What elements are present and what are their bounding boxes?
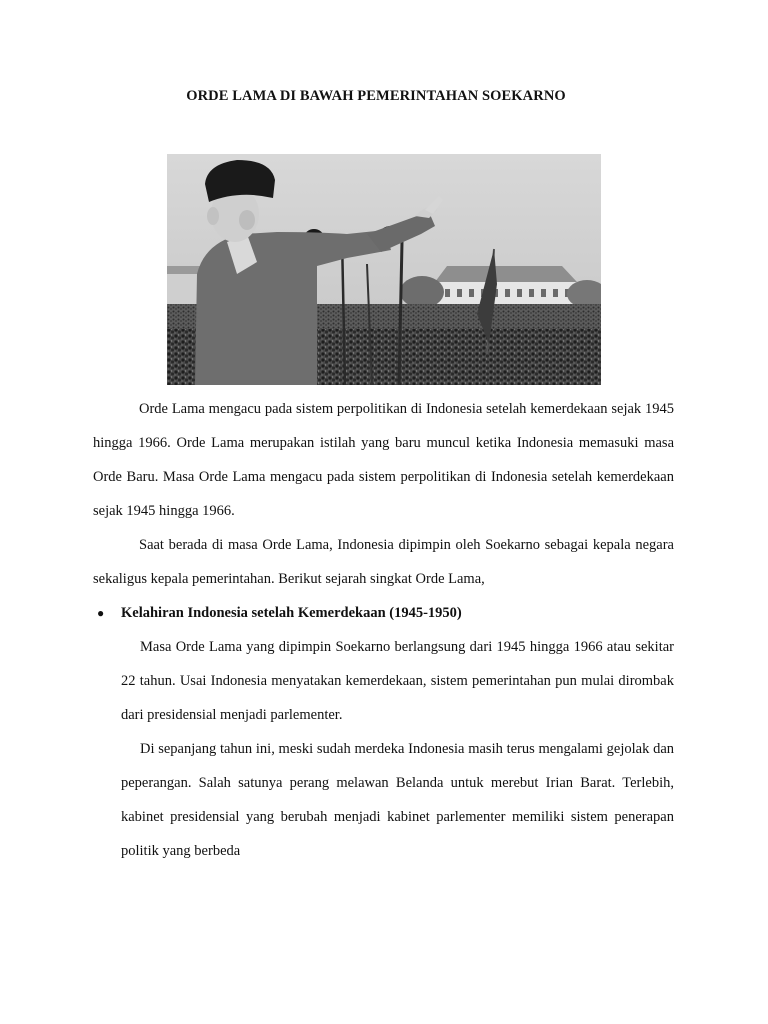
bullet-icon: ● [97, 606, 105, 620]
paragraph-conflicts: Di sepanjang tahun ini, meski sudah merdeka Indonesia masih terus mengalami gejolak dan peperangan. Salah satunya perang melawan Belanda untuk merebut Irian Barat. Terlebih, kabinet presidensial yang berubah menjadi kabinet parlementer memiliki sistem penerapan politik yang berbeda [121, 741, 674, 859]
speech-photo [167, 154, 601, 385]
speech-photo-illustration [167, 154, 601, 385]
paragraph-orde-lama-duration: Masa Orde Lama yang dipimpin Soekarno berlangsung dari 1945 hingga 1966 atau sekitar 22 tahun. Usai Indonesia menyatakan kemerdekaan, sistem pemerintahan pun mulai dirombak dari presidensial menjadi parlementer. [121, 639, 674, 723]
section-heading: Kelahiran Indonesia setelah Kemerdekaan (1945-1950) [121, 605, 462, 621]
document-title: ORDE LAMA DI BAWAH PEMERINTAHAN SOEKARNO [186, 88, 566, 104]
paragraph-orde-lama-definition: Orde Lama mengacu pada sistem perpolitikan di Indonesia setelah kemerdekaan sejak 1945 hingga 1966. Orde Lama merupakan istilah yang baru muncul ketika Indonesia memasuki masa Orde Baru. Masa Orde Lama mengacu pada sistem perpolitikan di Indonesia setelah kemerdekaan sejak 1945 hingga 1966. [93, 401, 674, 519]
paragraph-soekarno-leadership: Saat berada di masa Orde Lama, Indonesia dipimpin oleh Soekarno sebagai kepala negara sekaligus kepala pemerintahan. Berikut sejarah singkat Orde Lama, [93, 537, 674, 587]
